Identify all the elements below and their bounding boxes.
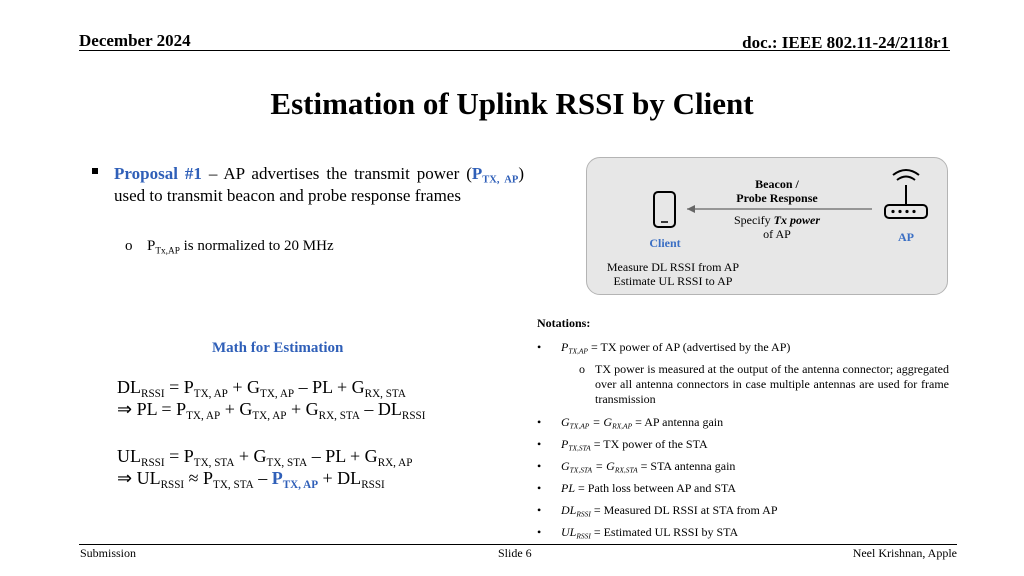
list-item: • $G_{TX,AP} = G_{RX,AP}$ = AP antenna gain	[537, 415, 724, 431]
client-label: Client	[649, 236, 681, 250]
measure-dl-label: Measure DL RSSI from AP	[606, 260, 740, 274]
proposal-bullet	[92, 163, 524, 207]
proposal-label: Proposal #1	[114, 164, 202, 183]
p-subscript: TX, AP	[482, 174, 519, 186]
list-item: • $G_{TX,STA} = G_{RX,STA}$ = STA antenna gain	[537, 459, 736, 475]
diagram-svg	[587, 158, 947, 294]
footer-slide-number: Slide 6	[498, 546, 532, 560]
list-item: • PL = Path loss between AP and STA	[537, 481, 737, 495]
list-item: • $UL_{RSSI}$ = Estimated UL RSSI by STA	[537, 525, 739, 541]
proposal-text-1: AP advertises the transmit power (	[223, 164, 472, 183]
sub-bullet	[125, 238, 334, 255]
sub-bullet-symbol: P	[147, 238, 156, 254]
header-rule	[79, 50, 950, 51]
footer-rule	[79, 544, 957, 545]
specify-tx-power: Specify Tx power	[734, 213, 820, 227]
client-ap-diagram	[586, 157, 948, 295]
proposal-p-symbol	[471, 164, 519, 186]
notations-list	[537, 316, 957, 547]
beacon-label-line2: Probe Response	[736, 191, 818, 205]
sub-bullet-text: is normalized to 20 MHz	[179, 238, 334, 254]
slide-title: Estimation of Uplink RSSI by Client	[270, 86, 754, 121]
header-date: December 2024	[79, 31, 191, 50]
beacon-label-line1: Beacon /	[755, 177, 799, 191]
header-doc-id: doc.: IEEE 802.11-24/2118r1	[742, 33, 949, 52]
phone-icon	[654, 192, 675, 227]
proposal-dash: –	[201, 164, 224, 183]
footer-author: Neel Krishnan, Apple	[852, 546, 957, 560]
circle-bullet-icon: o	[125, 238, 133, 254]
of-ap-label: of AP	[763, 227, 791, 241]
equation-ul-rssi: $UL_{RSSI} = P_{TX, STA} + G_{TX, STA}$ – PL + $G_{RX, AP}$	[117, 446, 413, 469]
square-bullet-icon	[92, 168, 98, 174]
list-item: • $P_{TX,AP}$ = TX power of AP (advertised by the AP)	[537, 340, 791, 356]
footer-submission: Submission	[80, 546, 137, 560]
list-item: • $DL_{RSSI}$ = Measured DL RSSI at STA from AP	[537, 503, 778, 519]
router-icon	[885, 170, 927, 218]
arrow-left-icon	[687, 205, 872, 213]
estimate-ul-label: Estimate UL RSSI to AP	[613, 274, 733, 288]
equation-ul-estimate: ⇒ $UL_{RSSI} \approx P_{TX, STA} - P_{TX, AP} + DL_{RSSI}$	[117, 468, 385, 491]
list-item: • $P_{TX,STA}$ = TX power of the STA	[537, 437, 708, 453]
proposal-text	[114, 163, 524, 207]
sub-bullet-subscript: Tx,AP	[155, 246, 180, 257]
ap-label: AP	[898, 230, 914, 244]
equation-dl-rssi: $DL_{RSSI} = P_{TX, AP} + G_{TX, AP}$ – PL + $G_{RX, STA}$	[117, 377, 406, 400]
notations-heading: Notations:	[537, 316, 591, 330]
math-heading: Math for Estimation	[212, 340, 344, 356]
equation-pl: ⇒ PL = $P_{TX, AP} + G_{TX, AP} + G_{RX, STA} - DL_{RSSI}$	[117, 399, 426, 422]
list-item-sub: o TX power is measured at the output of the antenna connector; aggregated over all antenna connectors in case multiple antennas are used for frame transmission	[579, 362, 949, 406]
p-letter: P	[471, 164, 483, 183]
proposal-text-2: ) used to transmit beacon and probe response frames	[114, 164, 524, 205]
